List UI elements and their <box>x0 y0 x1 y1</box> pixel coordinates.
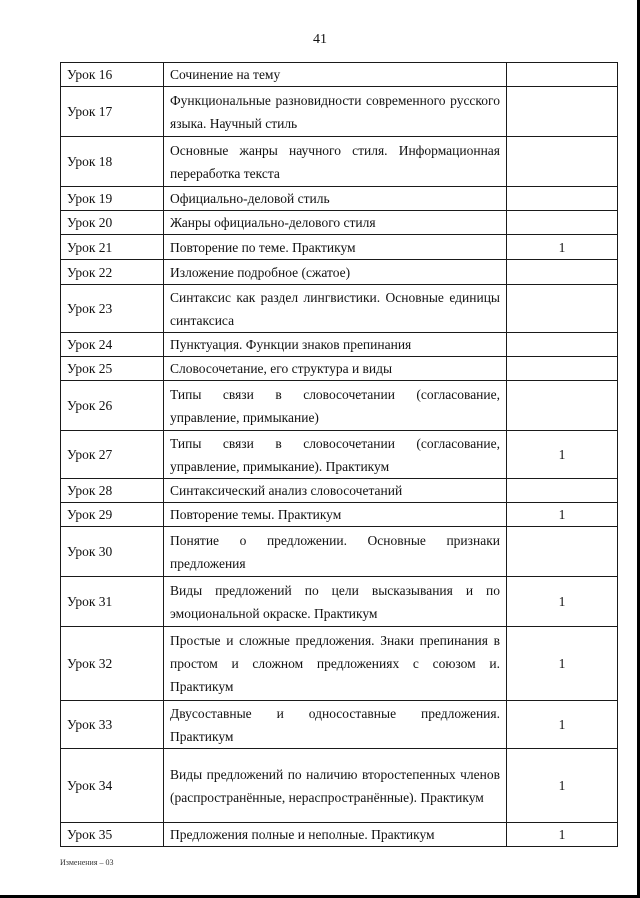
lesson-hours-cell: 1 <box>507 627 618 701</box>
lesson-topic-cell: Синтаксический анализ словосочетаний <box>164 479 507 503</box>
table-row <box>61 749 618 823</box>
lesson-topic-cell: Функциональные разновидности современного русского языка. Научный стиль <box>164 87 507 137</box>
lesson-hours-cell: 1 <box>507 577 618 627</box>
lesson-hours-cell <box>507 87 618 137</box>
lesson-hours-cell: 1 <box>507 431 618 479</box>
lesson-topic-cell: Синтаксис как раздел лингвистики. Основные единицы синтаксиса <box>164 285 507 333</box>
lesson-number-cell: Урок 19 <box>61 187 164 211</box>
lesson-topic-cell: Жанры официально-делового стиля <box>164 211 507 235</box>
table-row <box>61 137 618 187</box>
lesson-hours-cell: 1 <box>507 503 618 527</box>
lesson-topic-cell: Повторение по теме. Практикум <box>164 235 507 260</box>
lesson-number-cell: Урок 18 <box>61 137 164 187</box>
lesson-number-cell: Урок 35 <box>61 823 164 847</box>
lesson-number-cell: Урок 30 <box>61 527 164 577</box>
lesson-hours-cell <box>507 479 618 503</box>
lesson-number-cell: Урок 22 <box>61 260 164 285</box>
lesson-topic-cell: Словосочетание, его структура и виды <box>164 357 507 381</box>
lesson-hours-cell <box>507 137 618 187</box>
lesson-number-cell: Урок 20 <box>61 211 164 235</box>
table-row <box>61 235 618 260</box>
lesson-topic-cell: Типы связи в словосочетании (согласование, управление, примыкание) <box>164 381 507 431</box>
lesson-topic-cell: Предложения полные и неполные. Практикум <box>164 823 507 847</box>
table-row <box>61 381 618 431</box>
lesson-hours-cell <box>507 63 618 87</box>
table-row <box>61 285 618 333</box>
lesson-number-cell: Урок 27 <box>61 431 164 479</box>
lesson-number-cell: Урок 28 <box>61 479 164 503</box>
lesson-number-cell: Урок 33 <box>61 701 164 749</box>
table-row <box>61 63 618 87</box>
lesson-hours-cell: 1 <box>507 235 618 260</box>
lesson-topic-cell: Сочинение на тему <box>164 63 507 87</box>
lesson-hours-cell <box>507 187 618 211</box>
table-row <box>61 503 618 527</box>
lesson-number-cell: Урок 23 <box>61 285 164 333</box>
lesson-hours-cell <box>507 357 618 381</box>
table-row <box>61 431 618 479</box>
lesson-number-cell: Урок 25 <box>61 357 164 381</box>
table-row <box>61 187 618 211</box>
table-row <box>61 701 618 749</box>
lesson-number-cell: Урок 34 <box>61 749 164 823</box>
lesson-number-cell: Урок 29 <box>61 503 164 527</box>
lesson-hours-cell <box>507 333 618 357</box>
table-row <box>61 211 618 235</box>
table-row <box>61 260 618 285</box>
lesson-topic-cell: Изложение подробное (сжатое) <box>164 260 507 285</box>
footer-revision-note: Изменения – 03 <box>60 858 114 867</box>
lesson-topic-cell <box>164 627 507 701</box>
table-row <box>61 333 618 357</box>
lesson-hours-cell <box>507 527 618 577</box>
lesson-hours-cell <box>507 260 618 285</box>
lesson-number-cell: Урок 16 <box>61 63 164 87</box>
lesson-number-cell: Урок 32 <box>61 627 164 701</box>
lesson-hours-cell: 1 <box>507 701 618 749</box>
lesson-topic-cell: Повторение темы. Практикум <box>164 503 507 527</box>
lesson-number-cell: Урок 24 <box>61 333 164 357</box>
page-number: 41 <box>313 32 327 47</box>
table-row <box>61 527 618 577</box>
table-row <box>61 627 618 701</box>
lesson-number-cell: Урок 26 <box>61 381 164 431</box>
lesson-number-cell: Урок 17 <box>61 87 164 137</box>
table-row <box>61 479 618 503</box>
lesson-hours-cell <box>507 285 618 333</box>
lesson-topic-cell: Виды предложений по цели высказывания и по эмоциональной окраске. Практикум <box>164 577 507 627</box>
lesson-hours-cell <box>507 211 618 235</box>
lesson-topic-cell: Виды предложений по наличию второстепенных членов (распространённые, нераспространённые). Практикум <box>164 749 507 823</box>
lesson-hours-cell <box>507 381 618 431</box>
lesson-hours-cell: 1 <box>507 823 618 847</box>
lesson-topic-cell: Официально-деловой стиль <box>164 187 507 211</box>
table-row <box>61 87 618 137</box>
table-row <box>61 357 618 381</box>
table-row <box>61 823 618 847</box>
lesson-topic-cell: Основные жанры научного стиля. Информационная переработка текста <box>164 137 507 187</box>
lesson-number-cell: Урок 31 <box>61 577 164 627</box>
lesson-hours-cell: 1 <box>507 749 618 823</box>
table-row <box>61 577 618 627</box>
lesson-topic-cell: Типы связи в словосочетании (согласование, управление, примыкание). Практикум <box>164 431 507 479</box>
lesson-plan-table <box>60 62 618 847</box>
lesson-number-cell: Урок 21 <box>61 235 164 260</box>
lesson-topic-cell: Двусоставные и односоставные предложения. Практикум <box>164 701 507 749</box>
lesson-topic-cell: Понятие о предложении. Основные признаки предложения <box>164 527 507 577</box>
lesson-topic-cell: Пунктуация. Функции знаков препинания <box>164 333 507 357</box>
lesson-topic-text: Простые и сложные предложения. Знаки препинания в простом и сложном предложениях с союзом и. Практикум <box>170 633 500 694</box>
